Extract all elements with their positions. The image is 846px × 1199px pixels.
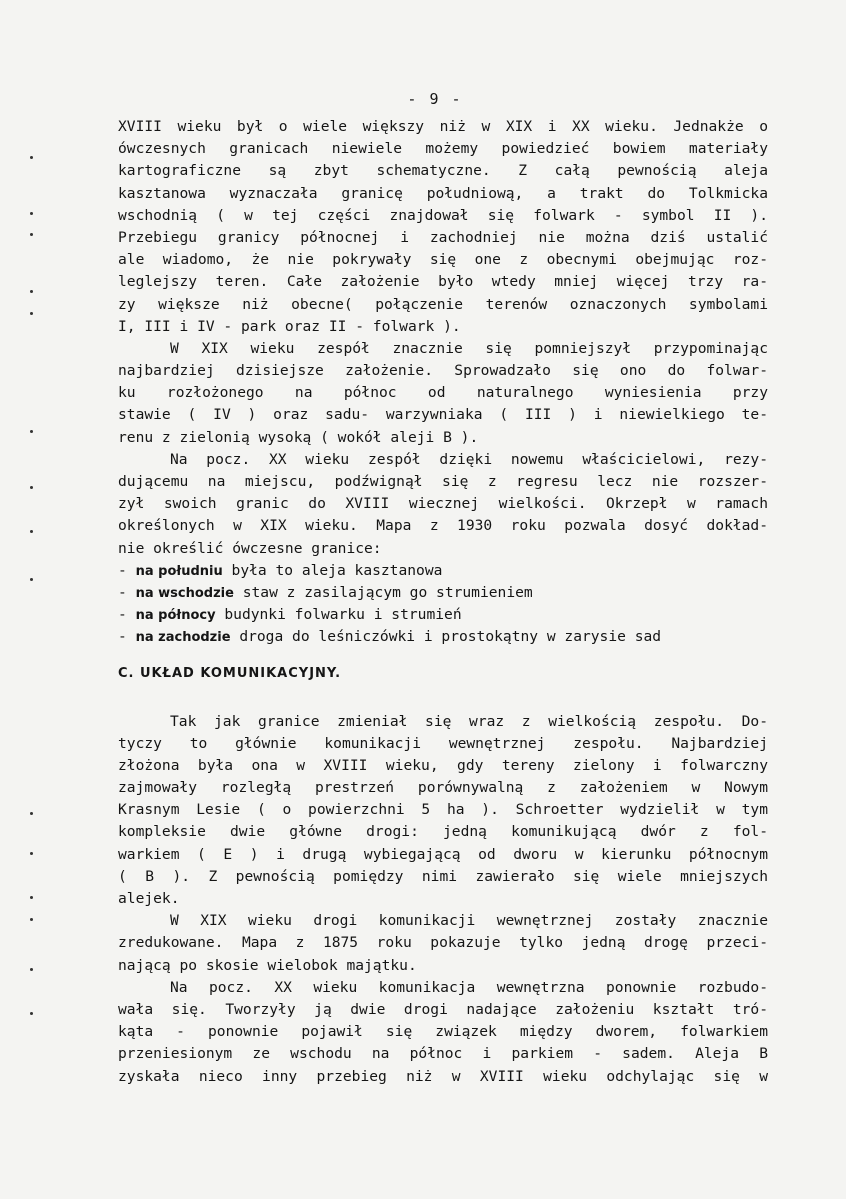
list-dash: - <box>118 583 127 601</box>
list-item <box>118 582 768 604</box>
text-line: określonych w XIX wieku. Mapa z 1930 roku pozwala dosyć dokład- <box>118 517 768 535</box>
text-line: kasztanowa wyznaczała granicę południową, a trakt do Tolkmicka <box>118 184 768 202</box>
text-line: warkiem ( E ) i drugą wybiegającą od dworu w kierunku północnym <box>118 845 768 863</box>
text-line: kartograficzne są zbyt schematyczne. Z całą pewnością aleja <box>118 162 768 180</box>
list-dash: - <box>118 561 127 579</box>
scan-mark <box>30 968 33 971</box>
paragraph-2 <box>118 338 768 449</box>
text-line: ku rozłożonego na północ od naturalnego wyniesienia przy <box>118 384 768 402</box>
scan-mark <box>30 578 33 581</box>
text-line: najbardziej dzisiejsze założenie. Sprowadzało się ono do folwar- <box>118 362 768 380</box>
scan-mark <box>30 1012 33 1015</box>
text-line: zył swoich granic do XVIII wiecznej wielkości. Okrzepł w ramach <box>118 495 768 513</box>
list-text: budynki folwarku i strumień <box>224 606 462 624</box>
scan-mark <box>30 212 33 215</box>
body-text <box>118 116 768 1088</box>
page-number: - 9 - <box>407 90 463 108</box>
list-item <box>118 560 768 582</box>
scan-mark <box>30 430 33 433</box>
text-line: ( B ). Z pewnością pomiędzy nimi zawierało się wiele mniejszych <box>118 867 768 885</box>
text-line: Tak jak granice zmieniał się wraz z wielkością zespołu. Do- <box>170 712 768 730</box>
text-line: wała się. Tworzyły ją dwie drogi nadające założeniu kształt tró- <box>118 1000 768 1018</box>
scan-mark <box>30 233 33 236</box>
section-heading: C. UKŁAD KOMUNIKACYJNY. <box>118 665 342 681</box>
list-item <box>118 626 768 648</box>
text-line: Na pocz. XX wieku komunikacja wewnętrzna ponownie rozbudo- <box>170 978 768 996</box>
scan-mark <box>30 486 33 489</box>
text-line: stawie ( IV ) oraz sadu- warzywniaka ( III ) i niewielkiego te- <box>118 406 768 424</box>
borders-list <box>118 560 768 649</box>
list-label: na południu <box>135 563 223 579</box>
text-line: ówczesnych granicach niewiele możemy powiedzieć bowiem materiały <box>118 140 768 158</box>
text-line: alejek. <box>118 890 180 907</box>
text-line: nie określić ówczesne granice: <box>118 539 382 557</box>
text-line: zyskała nieco inny przebieg niż w XVIII wieku odchylając się w <box>118 1067 768 1085</box>
paragraph-1 <box>118 116 768 338</box>
text-line: I, III i IV - park oraz II - folwark ). <box>118 317 461 335</box>
list-text: była to aleja kasztanowa <box>231 561 443 579</box>
text-line: złożona była ona w XVIII wieku, gdy tereny zielony i folwarczny <box>118 756 768 774</box>
text-line: przeniesionym ze wschodu na północ i parkiem - sadem. Aleja B <box>118 1045 768 1063</box>
text-line: W XIX wieku drogi komunikacji wewnętrznej zostały znacznie <box>170 912 768 930</box>
scan-mark <box>30 156 33 159</box>
text-line: kompleksie dwie główne drogi: jedną komunikującą dwór z fol- <box>118 823 768 841</box>
list-text: staw z zasilającym go strumieniem <box>242 583 533 601</box>
text-line: leglejszy teren. Całe założenie było wtedy mniej więcej trzy ra- <box>118 273 768 291</box>
text-line: XVIII wieku był o wiele większy niż w XIX i XX wieku. Jednakże o <box>118 118 768 135</box>
text-line: tyczy to głównie komunikacji wewnętrznej zespołu. Najbardziej <box>118 734 768 752</box>
text-line: kąta - ponownie pojawił się związek między dworem, folwarkiem <box>118 1023 768 1041</box>
text-line: nającą po skosie wielobok majątku. <box>118 956 417 974</box>
scan-mark <box>30 812 33 815</box>
paragraph-6 <box>118 977 768 1088</box>
list-label: na zachodzie <box>135 630 231 646</box>
list-item <box>118 604 768 626</box>
text-line: wschodnią ( w tej części znajdował się folwark - symbol II ). <box>118 206 768 224</box>
text-line: zajmowały rozległą prestrzeń porównywalną z założeniem w Nowym <box>118 779 768 797</box>
text-line: zy większe niż obecne( połączenie terenów oznaczonych symbolami <box>118 295 768 313</box>
text-line: Na pocz. XX wieku zespół dzięki nowemu właścicielowi, rezy- <box>170 450 768 468</box>
list-label: na wschodzie <box>135 585 234 601</box>
text-line: Krasnym Lesie ( o powierzchni 5 ha ). Schroetter wydzielił w tym <box>118 801 768 819</box>
scan-mark <box>30 896 33 899</box>
text-line: zredukowane. Mapa z 1875 roku pokazuje tylko jedną drogę przeci- <box>118 934 768 952</box>
list-label: na północy <box>135 608 216 624</box>
text-line: dującemu na miejscu, podźwignął się z regresu lecz nie rozszer- <box>118 473 768 490</box>
paragraph-5 <box>118 910 768 977</box>
list-dash: - <box>118 606 127 624</box>
scan-mark <box>30 312 33 315</box>
list-dash: - <box>118 628 127 646</box>
text-line: renu z zielonią wysoką ( wokół aleji B ). <box>118 428 479 446</box>
scan-mark <box>30 852 33 855</box>
text-line: W XIX wieku zespół znacznie się pomniejszył przypominając <box>170 339 768 357</box>
text-line: ale wiadomo, że nie pokrywały się one z obecnymi obejmując roz- <box>118 251 768 269</box>
scan-mark <box>30 290 33 293</box>
list-text: droga do leśniczówki i prostokątny w zarysie sad <box>239 628 662 646</box>
scan-mark <box>30 530 33 533</box>
paragraph-4 <box>118 711 768 911</box>
text-line: Przebiegu granicy północnej i zachodniej nie można dziś ustalić <box>118 228 768 246</box>
paragraph-3 <box>118 449 768 560</box>
scan-mark <box>30 918 33 921</box>
